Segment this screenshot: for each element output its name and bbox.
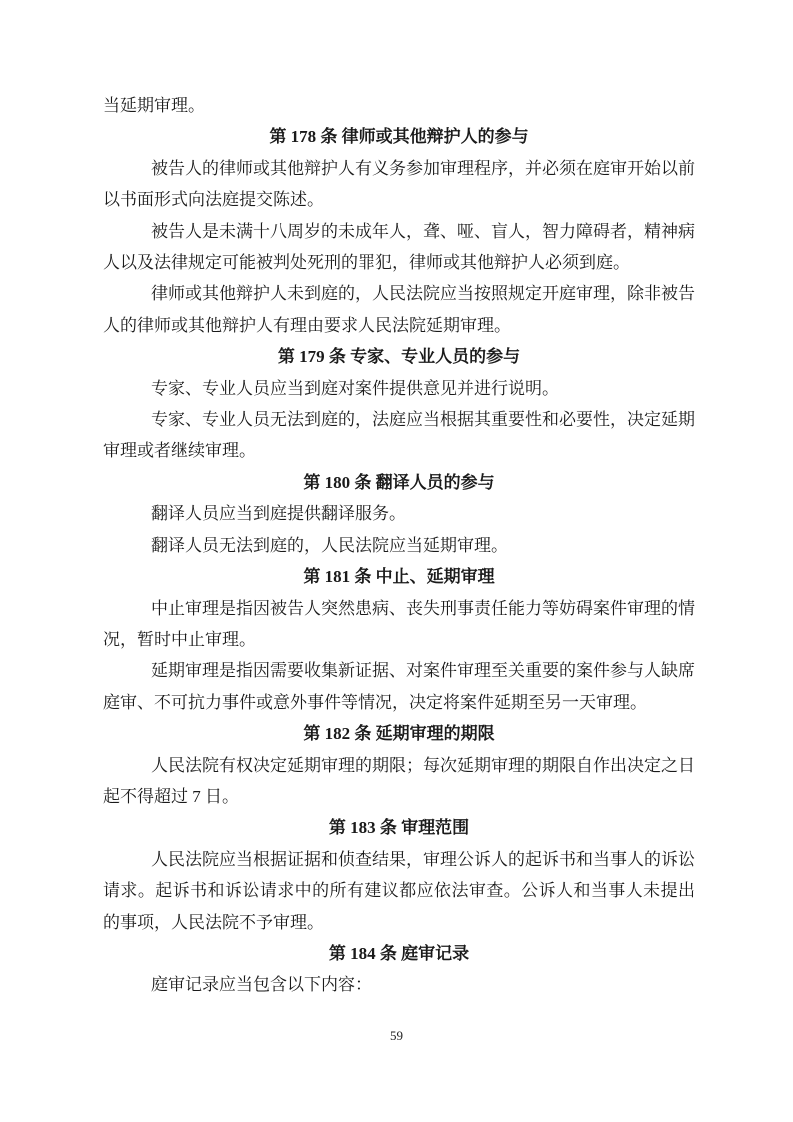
article-180-paragraph-2: 翻译人员无法到庭的，人民法院应当延期审理。 xyxy=(151,535,508,555)
article-179-paragraph-1: 专家、专业人员应当到庭对案件提供意见并进行说明。 xyxy=(151,378,559,398)
article-heading-183: 第 183 条 审理范围 xyxy=(328,818,470,838)
article-heading-178: 第 178 条 律师或其他辩护人的参与 xyxy=(269,127,529,147)
article-182-paragraph-1: 人民法院有权决定延期审理的期限；每次延期审理的期限自作出决定之日起不得超过 7 日。 xyxy=(103,755,695,806)
article-heading-180: 第 180 条 翻译人员的参与 xyxy=(303,472,495,492)
article-heading-181: 第 181 条 中止、延期审理 xyxy=(303,567,495,587)
article-heading-184: 第 184 条 庭审记录 xyxy=(328,943,470,963)
article-183-paragraph-1: 人民法院应当根据证据和侦查结果，审理公诉人的起诉书和当事人的诉讼请求。起诉书和诉讼请求中的所有建议都应依法审查。公诉人和当事人未提出的事项，人民法院不予审理。 xyxy=(103,849,695,932)
article-178-paragraph-2: 被告人是未满十八周岁的未成年人，聋、哑、盲人，智力障碍者，精神病人以及法律规定可能被判处死刑的罪犯，律师或其他辩护人必须到庭。 xyxy=(103,221,695,273)
article-178-paragraph-1: 被告人的律师或其他辩护人有义务参加审理程序，并必须在庭审开始以前以书面形式向法庭提交陈述。 xyxy=(103,158,695,210)
article-178-paragraph-3: 律师或其他辩护人未到庭的，人民法院应当按照规定开庭审理，除非被告人的律师或其他辩护人有理由要求人民法院延期审理。 xyxy=(103,284,695,335)
article-heading-179: 第 179 条 专家、专业人员的参与 xyxy=(277,347,521,367)
article-181-paragraph-2: 延期审理是指因需要收集新证据、对案件审理至关重要的案件参与人缺席庭审、不可抗力事件或意外事件等情况，决定将案件延期至另一天审理。 xyxy=(103,661,695,712)
article-184-paragraph-1: 庭审记录应当包含以下内容： xyxy=(151,975,372,995)
document-body xyxy=(103,90,695,1001)
article-180-paragraph-1: 翻译人员应当到庭提供翻译服务。 xyxy=(151,504,406,524)
article-179-paragraph-2: 专家、专业人员无法到庭的，法庭应当根据其重要性和必要性，决定延期审理或者继续审理。 xyxy=(103,410,695,461)
article-181-paragraph-1: 中止审理是指因被告人突然患病、丧失刑事责任能力等妨碍案件审理的情况，暂时中止审理。 xyxy=(103,598,695,649)
paragraph-continuation: 当延期审理。 xyxy=(103,96,205,115)
article-heading-182: 第 182 条 延期审理的期限 xyxy=(303,724,495,744)
page-number: 59 xyxy=(390,1028,403,1043)
